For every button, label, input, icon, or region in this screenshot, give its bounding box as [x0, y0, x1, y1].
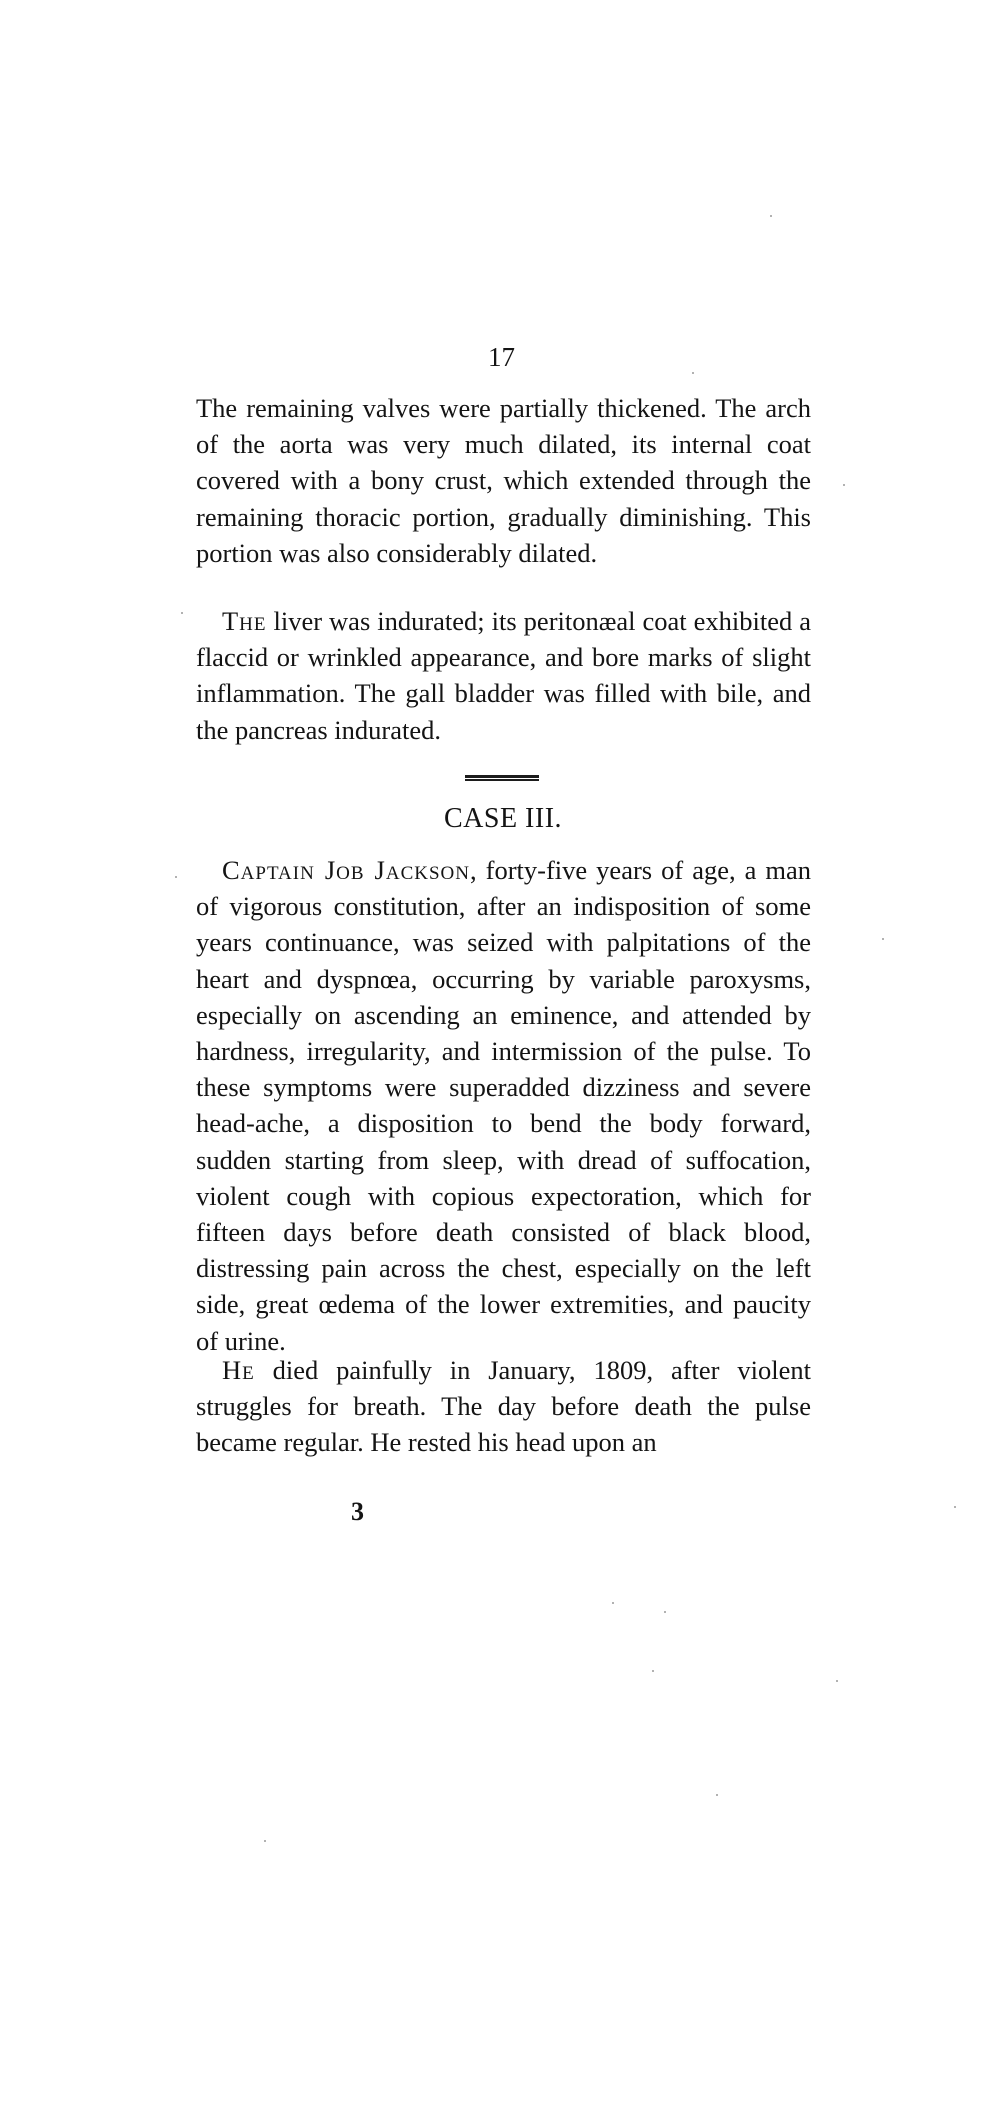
paragraph-body: , forty-five years of age, a man of vigorous constitution, after an indisposition of some years continuance, was seized with palpitations of the heart and dyspnœa, occurring by variable paroxysms, especially on ascending an eminence, and attended by hardness, irregularity, and intermission of the pulse. To these symptoms were superadded dizziness and severe head-ache, a disposition to bend the body forward, sudden starting from sleep, with dread of suffocation, violent cough with copious expectoration, which for fifteen days before death consisted of black blood, distressing pain across the chest, especially on the left side, great œdema of the lower extremities, and paucity of urine. — [196, 855, 812, 1356]
paper-speck — [612, 1602, 614, 1604]
paper-speck — [843, 484, 845, 486]
paper-speck — [692, 372, 694, 374]
paper-speck — [664, 1611, 666, 1613]
paper-speck — [175, 876, 177, 878]
paragraph-text — [196, 852, 811, 1359]
paragraph-text — [196, 603, 811, 748]
signature-mark: 3 — [351, 1497, 364, 1526]
case-heading: CASE III. — [443, 803, 563, 834]
section-divider — [465, 775, 539, 781]
paragraph-body: died painfully in January, 1809, after violent struggles for breath. The day before death the pulse became regular. He rested his head upon an — [196, 1355, 811, 1458]
paragraph-lead-word: He — [222, 1355, 255, 1385]
paper-speck — [652, 1670, 654, 1672]
paragraph-text: The remaining valves were partially thickened. The arch of the aorta was very much dilated, its internal coat covered with a bony crust, which extended through the remaining thoracic portion, gradually diminishing. This portion was also considerably dilated. — [196, 393, 811, 568]
paper-speck — [882, 938, 884, 940]
page-number: 17 — [488, 342, 515, 372]
paper-speck — [770, 215, 772, 217]
paper-speck — [836, 1680, 838, 1682]
paper-speck — [181, 612, 183, 614]
paragraph-text — [196, 1352, 811, 1461]
paragraph-lead-name: Captain Job Jackson — [222, 855, 470, 885]
paper-speck — [954, 1506, 956, 1508]
paragraph-body: liver was indurated; its peritonæal coat exhibited a flaccid or wrinkled appearance, and bore marks of slight inflammation. The gall bladder was filled with bile, and the pancreas indurated. — [196, 606, 811, 745]
paragraph-liver — [196, 603, 811, 748]
paper-speck — [264, 1840, 266, 1842]
paragraph-continuation — [196, 390, 811, 571]
paragraph-death — [196, 1352, 811, 1461]
paper-speck — [716, 1794, 718, 1796]
paragraph-lead-word: The — [222, 606, 267, 636]
paragraph-case-history — [196, 852, 811, 1359]
